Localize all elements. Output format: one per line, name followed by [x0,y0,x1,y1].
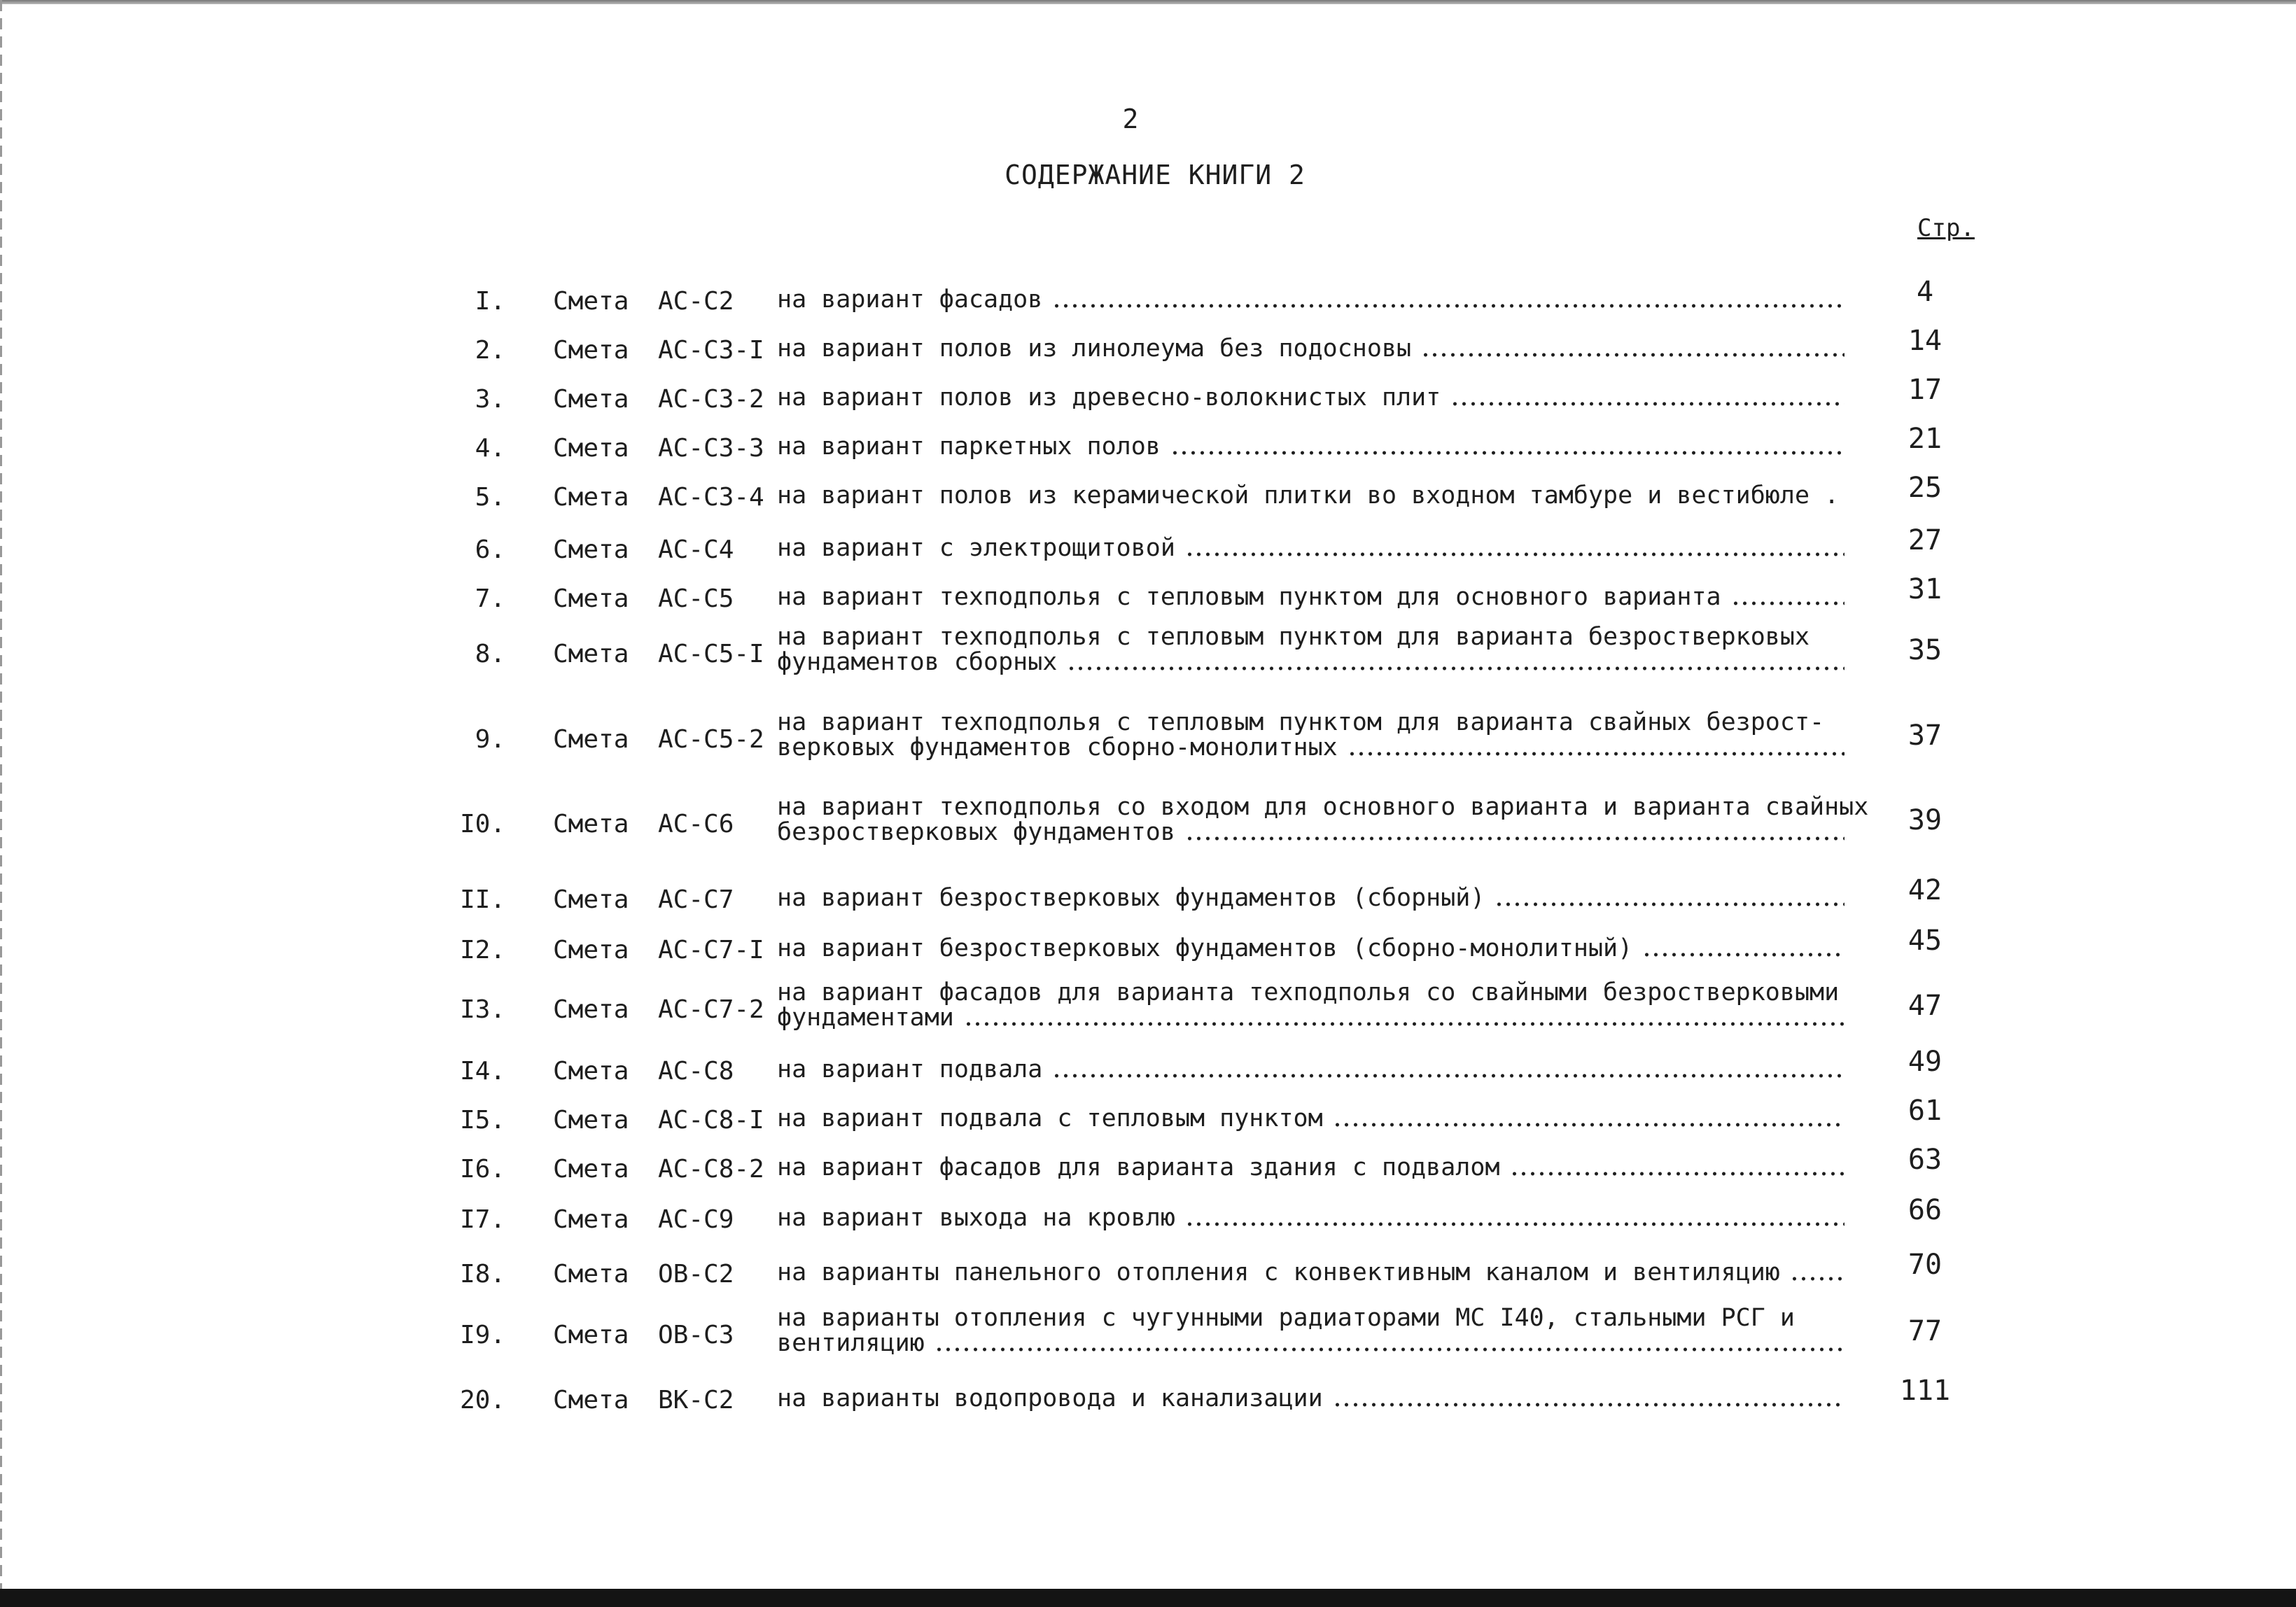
entry-page: 63 [1907,1144,1942,1176]
entry-description-text: верковых фундаментов сборно-монолитных [777,734,1338,762]
entry-page: 21 [1907,423,1942,455]
entry-page: 39 [1907,804,1942,836]
entry-description-text: на вариант фасадов [777,286,1043,314]
entry-number: I. [475,287,505,316]
entry-label: Смета [553,1155,629,1184]
entry-label: Смета [553,1106,629,1135]
entry-code: АС-С5-I [658,640,764,668]
entry-label: Смета [553,1260,629,1289]
entry-number: I2. [459,936,505,964]
entry-description [777,535,1844,561]
entry-code: ОВ-С2 [658,1260,734,1289]
entry-code: АС-С4 [658,535,734,564]
entry-label: Смета [553,885,629,914]
entry-number: 4. [475,434,505,463]
entry-description-line [777,434,1844,459]
dot-leader [1510,1172,1844,1176]
entry-description [777,336,1844,361]
page-column-header: Стр. [1917,214,1975,242]
entry-description-text: на варианты панельного отопления с конвективным каналом и вентиляцию [777,1258,1780,1286]
entry-description-text: на варианты водопровода и канализации [777,1384,1323,1412]
entry-page: 49 [1907,1046,1942,1078]
dot-leader [964,1022,1844,1026]
entry-number: I5. [459,1106,505,1135]
entry-description-line [777,936,1844,961]
entry-number: 6. [475,535,505,564]
entry-label: Смета [553,1386,629,1415]
entry-description-line [777,1305,1844,1331]
entry-description-line [777,885,1844,911]
entry-code: АС-С7 [658,885,734,914]
entry-description [777,1386,1844,1411]
entry-number: I8. [459,1260,505,1289]
entry-description-text: на вариант фасадов для варианта техподполья со свайными безростверковыми [777,978,1840,1006]
entry-description [777,936,1844,961]
dot-leader [1052,1074,1844,1078]
entry-description-text: фундаментов сборных [777,648,1058,676]
entry-description [777,1057,1844,1082]
entry-code: АС-С2 [658,287,734,316]
entry-label: Смета [553,725,629,754]
entry-number: 9. [475,725,505,754]
entry-page: 27 [1907,524,1942,556]
entry-description-text: на вариант безростверковых фундаментов (сборно-монолитный) [777,934,1633,962]
dot-leader [934,1347,1844,1352]
entry-description-line [777,624,1844,650]
entry-description [777,1305,1844,1356]
entry-description-line [777,1106,1844,1131]
entry-page: 45 [1907,925,1942,957]
entry-description [777,710,1844,760]
entry-number: 7. [475,584,505,613]
entry-description [777,624,1844,675]
entry-description [777,1260,1844,1285]
entry-page: 4 [1916,276,1934,308]
entry-description [777,434,1844,459]
entry-description-line [777,385,1844,410]
entry-description-line [777,1155,1844,1180]
dot-leader [1348,752,1844,756]
entry-number: I3. [459,995,505,1024]
dot-leader [1067,666,1844,671]
entry-label: Смета [553,1057,629,1086]
entry-description-line [777,1057,1844,1082]
dot-leader [1333,1403,1844,1407]
entry-description-text: на вариант с электрощитовой [777,534,1175,562]
entry-description-line [777,584,1844,610]
entry-description-text: на вариант техподполья с тепловым пунктом для варианта свайных безрост- [777,708,1825,736]
entry-page: 66 [1907,1194,1942,1226]
entry-description-line [777,650,1844,675]
entry-description-line [777,287,1844,312]
entry-page: 70 [1907,1249,1942,1281]
page-title: СОДЕРЖАНИЕ КНИГИ 2 [1004,160,1306,190]
entry-page: 47 [1907,990,1942,1022]
entry-description [777,980,1844,1030]
entry-label: Смета [553,336,629,365]
entry-description [777,1205,1844,1230]
entry-label: Смета [553,483,629,512]
entry-number: I7. [459,1205,505,1234]
scan-edge-top [0,0,2296,4]
entry-description [777,793,1869,846]
entry-number: I4. [459,1057,505,1086]
entry-page: 35 [1907,634,1942,666]
entry-code: АС-С7-2 [658,995,764,1024]
entry-description [777,584,1844,610]
entry-description-line [777,980,1844,1005]
entry-number: II. [459,885,505,914]
entry-description-text: фундаментами [777,1004,954,1032]
dot-leader [1052,304,1844,308]
entry-page: 111 [1899,1375,1951,1407]
dot-leader [1333,1123,1844,1127]
entry-code: АС-С8-2 [658,1155,764,1184]
page-number: 2 [1122,104,1139,134]
scan-edge-bottom [0,1589,2296,1607]
entry-code: АС-С7-I [658,936,764,964]
entry-page: 25 [1907,472,1942,504]
entry-code: ВК-С2 [658,1386,734,1415]
entry-description [777,1106,1844,1131]
entry-description-text: на вариант выхода на кровлю [777,1204,1175,1232]
entry-number: I9. [459,1321,505,1349]
dot-leader [1494,902,1844,906]
entry-page: 61 [1907,1095,1942,1127]
entry-label: Смета [553,434,629,463]
entry-description-line [777,793,1869,821]
entry-description-line [777,820,1844,845]
entry-description-line [777,535,1844,561]
entry-code: АС-С5-2 [658,725,764,754]
entry-description [777,483,1844,508]
entry-description-text: на вариант паркетных полов [777,433,1161,461]
entry-description-text: на вариант техподполья с тепловым пунктом для основного варианта [777,583,1721,611]
entry-page: 31 [1907,573,1942,605]
entry-description-text: вентиляцию [777,1329,925,1357]
scan-edge-left [0,0,2,1589]
entry-code: ОВ-С3 [658,1321,734,1349]
entry-description-line [777,1260,1844,1285]
entry-number: 5. [475,483,505,512]
dot-leader [1790,1277,1844,1281]
entry-number: 3. [475,385,505,414]
entry-description-line [777,710,1844,735]
dot-leader [1731,601,1844,605]
entry-code: АС-С3-I [658,336,764,365]
entry-label: Смета [553,584,629,613]
entry-description-text: на вариант подвала [777,1055,1043,1083]
entry-label: Смета [553,936,629,964]
entry-page: 77 [1907,1315,1942,1347]
entry-description-text: на вариант подвала с тепловым пунктом [777,1104,1323,1132]
entry-label: Смета [553,1205,629,1234]
entry-code: АС-С8 [658,1057,734,1086]
entry-description [777,385,1844,410]
entry-label: Смета [553,535,629,564]
entry-page: 42 [1907,874,1942,906]
entry-label: Смета [553,810,629,838]
dot-leader [1421,353,1844,357]
dot-leader [1185,552,1844,556]
entry-code: АС-С3-3 [658,434,764,463]
dot-leader [1185,1222,1844,1226]
entry-description-line [777,336,1844,361]
entry-page: 14 [1907,325,1942,357]
dot-leader [1185,836,1844,841]
entry-label: Смета [553,287,629,316]
entry-description-text: на вариант полов из линолеума без подосновы [777,335,1412,363]
entry-description-line [777,1005,1844,1030]
entry-number: 2. [475,336,505,365]
entry-description-line [777,483,1844,508]
entry-description-line [777,735,1844,760]
entry-page: 37 [1907,720,1942,752]
entry-number: I6. [459,1155,505,1184]
dot-leader [1642,953,1844,957]
entry-description-text: на вариант полов из керамической плитки во входном тамбуре и вестибюле . [777,482,1840,510]
entry-description [777,287,1844,312]
entry-label: Смета [553,1321,629,1349]
entry-description-line [777,1205,1844,1230]
entry-description-text: на вариант полов из древесно-волокнистых плит [777,384,1441,412]
entry-description-text: на вариант безростверковых фундаментов (сборный) [777,884,1485,912]
entry-code: АС-С3-2 [658,385,764,414]
entry-description-line [777,1386,1844,1411]
entry-description [777,1155,1844,1180]
entry-number: 8. [475,640,505,668]
dot-leader [1170,451,1844,455]
entry-description-text: безростверковых фундаментов [777,818,1175,846]
entry-description [777,885,1844,911]
dot-leader [1450,402,1844,406]
entry-description-text: на вариант техподполья со входом для основного варианта и варианта свайных [777,793,1869,821]
entry-description-text: на вариант фасадов для варианта здания с подвалом [777,1153,1500,1181]
entry-code: АС-С8-I [658,1106,764,1135]
entry-code: АС-С5 [658,584,734,613]
entry-page: 17 [1907,374,1942,406]
entry-description-text: на вариант техподполья с тепловым пунктом для варианта безростверковых [777,623,1810,651]
entry-code: АС-С6 [658,810,734,838]
entry-number: 20. [459,1386,505,1415]
entry-label: Смета [553,640,629,668]
entry-description-text: на варианты отопления с чугунными радиаторами МС I40, стальными РСГ и [777,1304,1795,1332]
entry-code: АС-С9 [658,1205,734,1234]
entry-label: Смета [553,385,629,414]
entry-number: I0. [459,810,505,838]
entry-code: АС-С3-4 [658,483,764,512]
entry-description-line [777,1331,1844,1356]
entry-label: Смета [553,995,629,1024]
